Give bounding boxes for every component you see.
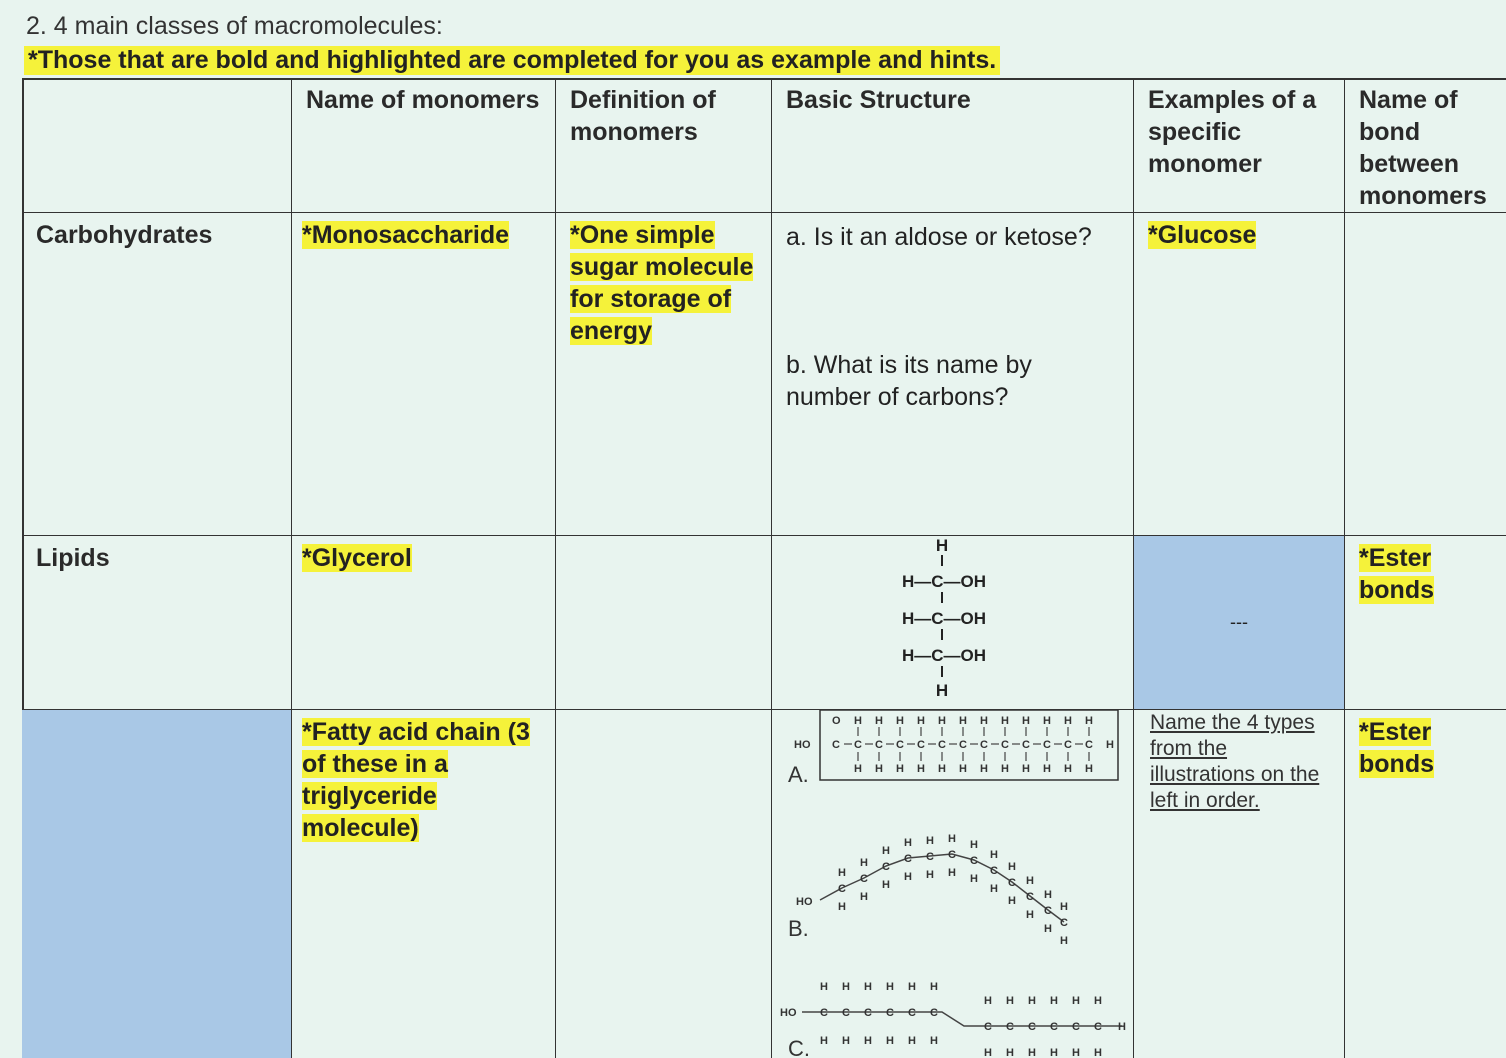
instructions-note: *Those that are bold and highlighted are completed for you as example and hints. bbox=[24, 46, 1000, 75]
fatty-label-cell bbox=[22, 710, 292, 1058]
fatty-acid-a bbox=[788, 710, 1118, 787]
structure-a-frame bbox=[820, 710, 1118, 780]
glycerol-top-h: H bbox=[935, 536, 949, 555]
chain-atom: C bbox=[984, 1021, 992, 1033]
structure-a-label: A. bbox=[788, 762, 809, 787]
chain-atom: H bbox=[984, 995, 992, 1007]
chain-atom: H bbox=[926, 835, 934, 847]
chain-atom: H bbox=[1050, 1047, 1058, 1056]
chain-atom: H bbox=[917, 763, 925, 775]
chain-atom: H bbox=[864, 981, 872, 993]
chain-atom: H bbox=[930, 1035, 938, 1047]
fatty-definition-cell[interactable] bbox=[556, 710, 772, 1058]
carbs-bond-cell[interactable] bbox=[1345, 213, 1506, 536]
chain-atom: C bbox=[1094, 1021, 1102, 1033]
chain-atom: C bbox=[917, 739, 925, 751]
chain-atom: H bbox=[1006, 995, 1014, 1007]
chain-atom: H bbox=[970, 839, 978, 851]
chain-atom: H bbox=[1043, 763, 1051, 775]
lipids-definition-cell[interactable] bbox=[556, 536, 772, 710]
fatty-structure-cell bbox=[772, 710, 1134, 1058]
chain-atom: H bbox=[875, 763, 883, 775]
lipids-bond: *Ester bonds bbox=[1359, 544, 1434, 604]
fatty-bond-cell[interactable] bbox=[1345, 710, 1506, 1058]
chain-atom: C bbox=[860, 873, 868, 885]
chain-atom: H bbox=[926, 869, 934, 881]
chain-atom: H bbox=[1006, 1047, 1014, 1056]
chain-atom: H bbox=[1001, 715, 1009, 727]
chain-atom: HO bbox=[780, 1007, 797, 1019]
chain-atom: C bbox=[1028, 1021, 1036, 1033]
lipids-name-cell[interactable] bbox=[292, 536, 556, 710]
chain-atom: C bbox=[948, 849, 956, 861]
chain-atom: C bbox=[938, 739, 946, 751]
chain-atom: H bbox=[1072, 1047, 1080, 1056]
chain-atom: H bbox=[1001, 763, 1009, 775]
chain-atom: H bbox=[860, 891, 868, 903]
chain-atom: H bbox=[842, 1035, 850, 1047]
row-label-lipids: Lipids bbox=[22, 536, 292, 710]
chain-atom: H bbox=[882, 879, 890, 891]
chain-atom: C bbox=[1006, 1021, 1014, 1033]
chain-atom: H bbox=[854, 715, 862, 727]
chain-atom: C bbox=[980, 739, 988, 751]
fatty-example: Name the 4 types from the illustrations on the left in order. bbox=[1150, 711, 1320, 812]
question-aldose-ketose: a. Is it an aldose or ketose? bbox=[786, 223, 1092, 251]
chain-atom: H bbox=[990, 849, 998, 861]
chain-atom: C bbox=[959, 739, 967, 751]
chain-atom: H bbox=[838, 867, 846, 879]
chain-atom: H bbox=[842, 981, 850, 993]
chain-atom: H bbox=[875, 715, 883, 727]
chain-atom: C bbox=[990, 865, 998, 877]
chain-atom: H bbox=[896, 763, 904, 775]
fatty-example-cell[interactable] bbox=[1134, 710, 1345, 1058]
chain-atom: H bbox=[984, 1047, 992, 1056]
carbs-name-cell[interactable] bbox=[292, 213, 556, 536]
chain-atom: H bbox=[1028, 995, 1036, 1007]
header-examples: Examples of a specific monomer bbox=[1134, 78, 1345, 213]
chain-atom: H bbox=[904, 871, 912, 883]
chain-atom: H bbox=[980, 715, 988, 727]
fatty-acid-c bbox=[780, 981, 1126, 1056]
chain-atom: H bbox=[1064, 715, 1072, 727]
carbs-definition: *One simple sugar molecule for storage of energy bbox=[570, 221, 754, 345]
chain-atom: H bbox=[908, 981, 916, 993]
chain-atom: H bbox=[854, 763, 862, 775]
chain-atom: H bbox=[896, 715, 904, 727]
chain-atom: H bbox=[838, 901, 846, 913]
chain-atom: H bbox=[917, 715, 925, 727]
chain-atom: C bbox=[1022, 739, 1030, 751]
chain-atom: H bbox=[990, 883, 998, 895]
chain-atom: C bbox=[1001, 739, 1009, 751]
chain-atom: C bbox=[820, 1007, 828, 1019]
chain-atom: HO bbox=[796, 896, 813, 908]
chain-atom: H bbox=[1094, 995, 1102, 1007]
fatty-acid-structures bbox=[772, 710, 1132, 1056]
chain-atom: C bbox=[1050, 1021, 1058, 1033]
carbs-example-cell[interactable] bbox=[1134, 213, 1345, 536]
chain-atom: C bbox=[1060, 917, 1068, 929]
header-definition: Definition of monomers bbox=[556, 78, 772, 213]
chain-atom: H bbox=[882, 845, 890, 857]
chain-atom: H bbox=[864, 1035, 872, 1047]
chain-atom: HO bbox=[794, 739, 811, 751]
fatty-acid-b bbox=[788, 833, 1068, 947]
lipids-bond-cell[interactable] bbox=[1345, 536, 1506, 710]
chain-atom: H bbox=[886, 981, 894, 993]
chain-atom: C bbox=[864, 1007, 872, 1019]
chain-atom: C bbox=[832, 739, 840, 751]
chain-atom: H bbox=[1008, 895, 1016, 907]
glycerol-bottom-h: H bbox=[935, 681, 949, 700]
fatty-name-cell[interactable] bbox=[292, 710, 556, 1058]
chain-atom: H bbox=[959, 715, 967, 727]
header-bond-name: Name of bond between monomers bbox=[1345, 78, 1506, 213]
chain-atom: C bbox=[908, 1007, 916, 1019]
chain-atom: H bbox=[938, 763, 946, 775]
chain-atom: H bbox=[959, 763, 967, 775]
chain-atom: C bbox=[882, 861, 890, 873]
chain-atom: H bbox=[938, 715, 946, 727]
chain-atom: H bbox=[860, 857, 868, 869]
chain-atom: H bbox=[1028, 1047, 1036, 1056]
chain-atom: H bbox=[1060, 935, 1068, 947]
row-label-carbohydrates: Carbohydrates bbox=[22, 213, 292, 536]
lipids-name: *Glycerol bbox=[302, 544, 412, 572]
lipids-structure-cell bbox=[772, 536, 1134, 710]
chain-atom: C bbox=[896, 739, 904, 751]
chain-atom: C bbox=[842, 1007, 850, 1019]
chain-atom: H bbox=[820, 1035, 828, 1047]
chain-atom: H bbox=[1008, 861, 1016, 873]
chain-atom: H bbox=[908, 1035, 916, 1047]
chain-atom: H bbox=[1044, 889, 1052, 901]
glycerol-carbon-line: H—C—OH bbox=[902, 646, 987, 665]
chain-atom: H bbox=[1106, 739, 1114, 751]
structure-c-label: C. bbox=[788, 1036, 810, 1056]
chain-atom: H bbox=[1064, 763, 1072, 775]
question-carbon-count: b. What is its name by number of carbons? bbox=[786, 351, 1032, 411]
chain-atom: H bbox=[1072, 995, 1080, 1007]
chain-atom: H bbox=[1094, 1047, 1102, 1056]
page-title: 2. 4 main classes of macromolecules: bbox=[26, 12, 443, 40]
chain-atom: C bbox=[1085, 739, 1093, 751]
chain-atom: H bbox=[1043, 715, 1051, 727]
lipids-example-cell bbox=[1134, 536, 1345, 710]
structure-b-label: B. bbox=[788, 916, 809, 941]
chain-atom: C bbox=[1044, 905, 1052, 917]
chain-atom: C bbox=[838, 883, 846, 895]
chain-atom: H bbox=[886, 1035, 894, 1047]
chain-atom: C bbox=[1064, 739, 1072, 751]
chain-atom: C bbox=[930, 1007, 938, 1019]
chain-atom: H bbox=[1022, 763, 1030, 775]
chain-atom: H bbox=[948, 867, 956, 879]
fatty-bond: *Ester bonds bbox=[1359, 718, 1434, 778]
chain-atom: C bbox=[1043, 739, 1051, 751]
chain-atom: H bbox=[980, 763, 988, 775]
chain-atom: H bbox=[904, 837, 912, 849]
chain-atom: C bbox=[875, 739, 883, 751]
glycerol-carbon-line: H—C—OH bbox=[902, 572, 987, 591]
chain-atom: H bbox=[1026, 909, 1034, 921]
glycerol-carbon-line: H—C—OH bbox=[902, 609, 987, 628]
chain-atom: H bbox=[1118, 1021, 1126, 1033]
chain-atom: H bbox=[1026, 875, 1034, 887]
chain-atom: O bbox=[832, 715, 841, 727]
chain-atom: H bbox=[1022, 715, 1030, 727]
chain-atom: H bbox=[1085, 715, 1093, 727]
chain-atom: C bbox=[1026, 891, 1034, 903]
chain-atom: H bbox=[1060, 901, 1068, 913]
chain-atom: C bbox=[1008, 877, 1016, 889]
header-name-of-monomers: Name of monomers bbox=[292, 78, 556, 213]
chain-atom: C bbox=[904, 853, 912, 865]
chain-atom: H bbox=[970, 873, 978, 885]
chain-atom: H bbox=[930, 981, 938, 993]
chain-atom: C bbox=[1072, 1021, 1080, 1033]
chain-atom: H bbox=[820, 981, 828, 993]
chain-atom: H bbox=[1050, 995, 1058, 1007]
chain-atom: H bbox=[1044, 923, 1052, 935]
carbs-definition-cell[interactable] bbox=[556, 213, 772, 536]
chain-atom: C bbox=[926, 851, 934, 863]
header-empty-cell bbox=[22, 78, 292, 213]
carbs-name: *Monosaccharide bbox=[302, 221, 510, 249]
chain-atom: H bbox=[1085, 763, 1093, 775]
fatty-name: *Fatty acid chain (3 of these in a triglyceride molecule) bbox=[302, 718, 530, 842]
carbs-example: *Glucose bbox=[1148, 221, 1257, 249]
glycerol-structure bbox=[772, 536, 1132, 708]
lipids-example: --- bbox=[1230, 612, 1248, 632]
chain-atom: C bbox=[970, 855, 978, 867]
carbs-structure-cell[interactable] bbox=[772, 213, 1134, 536]
chain-atom: C bbox=[854, 739, 862, 751]
header-basic-structure: Basic Structure bbox=[772, 78, 1134, 213]
chain-atom: H bbox=[948, 833, 956, 845]
chain-atom: C bbox=[886, 1007, 894, 1019]
